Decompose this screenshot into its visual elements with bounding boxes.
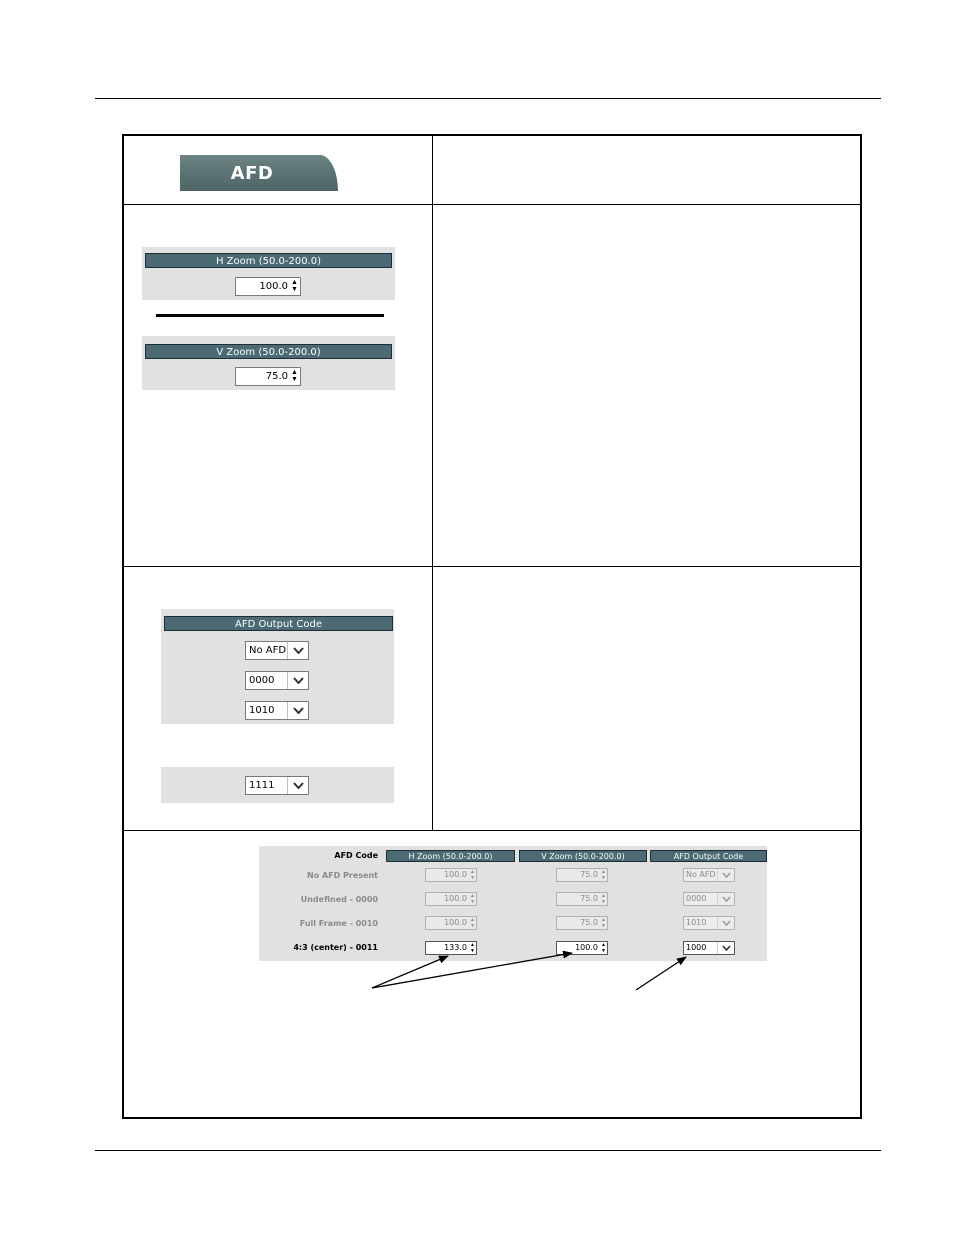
v-zoom-value: 75.0 xyxy=(580,918,598,927)
v-zoom-value: 75.0 xyxy=(580,870,598,879)
spin-arrows-icon[interactable]: ▲ ▼ xyxy=(470,942,475,954)
v-zoom-value: 100.0 xyxy=(575,943,598,952)
afd-row-label: 4:3 (center) - 0011 xyxy=(293,943,378,952)
spin-arrows-icon[interactable]: ▲ ▼ xyxy=(291,369,298,383)
h-zoom-value: 133.0 xyxy=(444,943,467,952)
spin-arrows-icon[interactable]: ▲ ▼ xyxy=(601,869,606,881)
select-value: 1111 xyxy=(249,780,275,791)
callout-arrow-v-zoom xyxy=(372,953,572,988)
select-value: 1010 xyxy=(249,705,275,716)
spin-arrows-icon[interactable]: ▲ ▼ xyxy=(601,917,606,929)
select-value: 1010 xyxy=(686,918,707,927)
select-value: 1000 xyxy=(686,943,707,952)
v-zoom-column-header: V Zoom (50.0-200.0) xyxy=(519,850,647,862)
output-code-header: AFD Output Code xyxy=(164,616,393,631)
h-zoom-value: 100.0 xyxy=(444,894,467,903)
callout-arrow-h-zoom xyxy=(372,956,448,988)
output-code-column-header: AFD Output Code xyxy=(650,850,767,862)
h-zoom-value: 100.0 xyxy=(444,918,467,927)
spin-arrows-icon[interactable]: ▲ ▼ xyxy=(291,279,298,293)
h-zoom-value: 100.0 xyxy=(259,281,288,292)
select-value: No AFD xyxy=(686,870,716,879)
h-zoom-column-header: H Zoom (50.0-200.0) xyxy=(386,850,515,862)
select-value: 0000 xyxy=(686,894,707,903)
afd-row-label: No AFD Present xyxy=(307,871,378,880)
v-zoom-header: V Zoom (50.0-200.0) xyxy=(145,344,392,359)
spin-arrows-icon[interactable]: ▲ ▼ xyxy=(601,942,606,954)
afd-code-column-label: AFD Code xyxy=(334,851,378,860)
v-zoom-value: 75.0 xyxy=(580,894,598,903)
afd-row-label: Full Frame - 0010 xyxy=(299,919,378,928)
h-zoom-header: H Zoom (50.0-200.0) xyxy=(145,253,392,268)
spin-arrows-icon[interactable]: ▲ ▼ xyxy=(470,869,475,881)
select-value: No AFD xyxy=(249,645,287,656)
spin-arrows-icon[interactable]: ▲ ▼ xyxy=(601,893,606,905)
afd-row-label: Undefined - 0000 xyxy=(300,895,378,904)
v-zoom-value: 75.0 xyxy=(265,371,288,382)
spin-arrows-icon[interactable]: ▲ ▼ xyxy=(470,917,475,929)
callout-arrow-output-code xyxy=(636,957,686,990)
h-zoom-value: 100.0 xyxy=(444,870,467,879)
afd-tab-label: AFD xyxy=(230,162,274,184)
select-value: 0000 xyxy=(249,675,275,686)
spin-arrows-icon[interactable]: ▲ ▼ xyxy=(470,893,475,905)
